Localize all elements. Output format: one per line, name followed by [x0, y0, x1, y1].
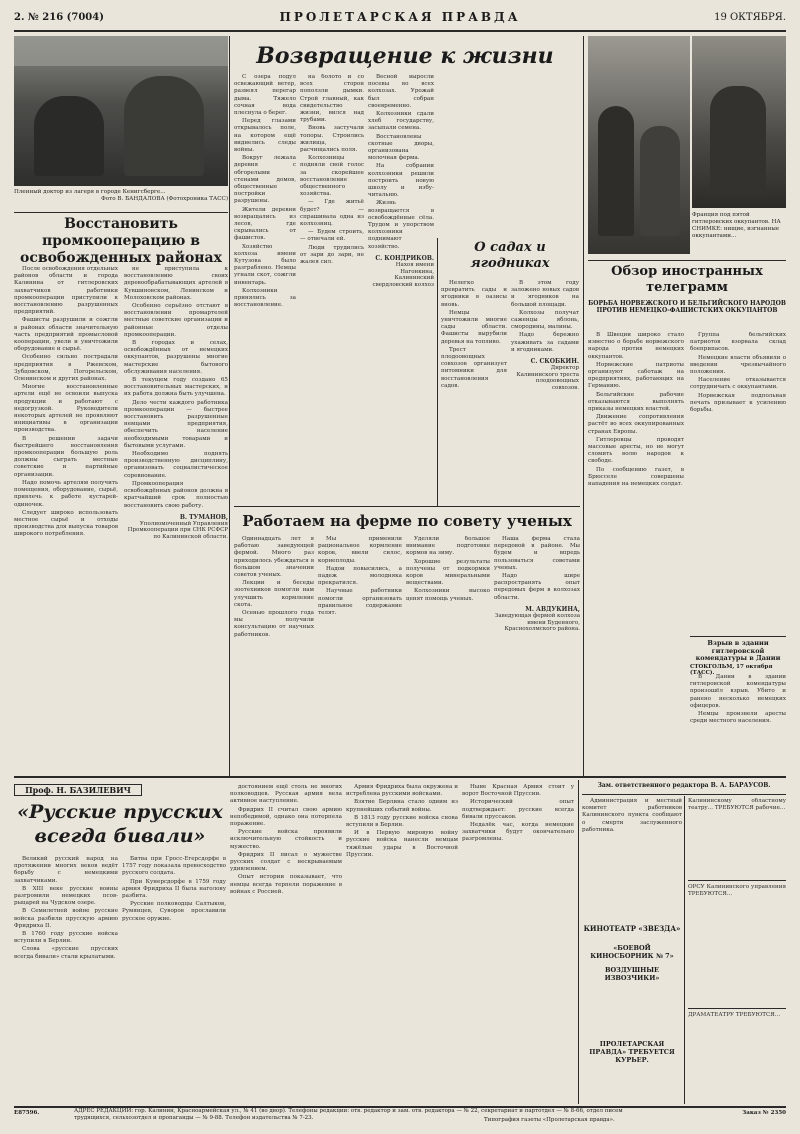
prussians-col-3: достоянием ещё столь не многих полководцев. Русская армия вела активное наступление. Фридрих II считал свою армию непобедимой, однако она потерпела поражение. Русские войска проявили исключительную стойкость и мужество. Фридрих II писал о мужестве русских солдат с нескрываемым удивлением. Опыт истории показывает, что немцы всегда терпели поражение в войнах с Россией.: [230, 784, 342, 895]
cooperation-col-1: После освобождения отдельных районов области и города Калинина от гитлеровских захватчиков работники промкооперации приступили к восстановлению разрушенных предприятий. Фашисты разрушили и сожгли в районах области значительную часть предприятий промысловой кооперации, увели и уничтожили оборудование и сырьё. Особенно сильно пострадали предприятия в Ржевском, Зубцовском, Погорельском, Оленинском и других районах. Многие восстановленные артели ещё не освоили выпуска продукции и работают с недогрузкой. Руководители некоторых артелей не проявляют инициативы в организации производства. В решении задачи быстрейшего восстановления промкооперации большую роль должны сыграть местные советские и партийные организации. Надо помочь артелям получить помещения, оборудование, сырьё, привлечь к работе кустарей-одиночек. Следует широко использовать местное сырьё и отходы производства для выпуска товаров широкого потребления.: [14, 266, 118, 538]
ad-1: Калининскому областному театру... ТРЕБУЮТСЯ рабочие...: [688, 798, 786, 812]
gardens-signature: С. СКОБКИН.: [530, 358, 579, 366]
life-col-1: С озера подул освежающий ветер, развеял перегар дыма. Тяжело сочная вода плеснула о берег. Перед глазами открывалось поле, на котором ещё виднелись следы войны. Вокруг лежала деревня с обгорелыми стенами домов, общественные постройки разрушены. Жители деревни возвращались из лесов, где скрывались от фашистов. Хозяйство колхоза имени Кутузова было разграблено. Немцы угнали скот, сожгли инвентарь. Колхозники принялись за восстановление.: [234, 74, 296, 309]
footer-order: Заказ № 2350: [742, 1110, 786, 1116]
photo-caption: [14, 189, 228, 203]
divider: [688, 1008, 786, 1009]
footer-printer: Типография газеты «Пролетарская правда».: [484, 1117, 615, 1123]
france-photo-caption: Франция под пятой гитлеровских оккупантов. НА СНИМКЕ: нищие, изгнанные оккупантами...: [692, 212, 781, 239]
divider: [14, 776, 786, 778]
ad-2: ОРСУ Калининского управления ТРЕБУЮТСЯ...: [688, 884, 786, 898]
prussians-col-5: Ныне Красная Армия стоит у ворот Восточной Пруссии. Исторический опыт подтверждает: русские всегда бивали пруссаков. Недалёк час, когда немецкие захватчики будут окончательно разгромлены.: [462, 784, 574, 843]
prussians-author: Проф. Н. БАЗИЛЕВИЧ: [14, 784, 142, 796]
prussians-col-4: Армия Фридриха была окружена и истреблена русскими войсками. Взятие Берлина стало одним из крупнейших событий войны. В 1813 году русские войска снова вступили в Берлин. И в Первую мировую войну русские войска нанесли немцам тяжёлые удары в Восточной Пруссии.: [346, 784, 458, 858]
farm-col-4: Наша ферма стала передовой в районе. Мы будем и впредь пользоваться советами ученых. Надо шире распространять опыт передовых ферм в колхозах области. М. АВДУКИНА, Заведующая фермой колхоза имени Буденного, Краснохолмского района.: [494, 536, 580, 633]
foreign-review-subtitle: БОРЬБА НОРВЕЖСКОГО И БЕЛЬГИЙСКОГО НАРОДОВ ПРОТИВ НЕМЕЦКО-ФАШИСТСКИХ ОККУПАНТОВ: [588, 300, 786, 314]
farm-signature: М. АВДУКИНА,: [525, 605, 580, 613]
photo-caption-text: Пленный доктор из лагеря в городе Кенигсберге...: [14, 189, 166, 195]
photo-credit: Фото В. БАНДАЛОВА (Фотохроника ТАСС): [101, 196, 228, 202]
divider: [234, 506, 580, 507]
life-signature-role: Нахоя имени Нагонкина, Калининский свердловский колхоз: [372, 262, 434, 288]
gardens-col-2: В этом году заложено новых садов и ягодников на большой площади. Колхозы получат саженцы яблонь, смородины, малины. Надо бережно ухаживать за садами и ягодниками. С. СКОБКИН. Директор Калининского треста плодоовощных совхозов.: [511, 280, 579, 391]
newspaper-title: ПРОЛЕТАРСКАЯ ПРАВДА: [279, 10, 521, 24]
cooperation-signature-role: Уполномоченный Управления Промкооперации при СНК РСФСР по Калининской области.: [127, 520, 228, 540]
front-photo-prisoners: [14, 36, 228, 186]
masthead-rule: [14, 30, 786, 32]
divider: [437, 238, 438, 506]
life-col-2: на болото и со всех сторон поползли дымки. Строй главный, как свидетельство жизни, вился над трубами. Вновь застучали топоры. Строились жилища, расчищались поля. Колхозницы подняли свой голос за скорейшее восстановление общественного хозяйства. — Где житьё будет? — спрашивала одна из колхозниц. — Будем строить, — отвечали ей. Люди трудились от зари до зари, не жалея сил.: [300, 74, 364, 266]
divider: [583, 36, 584, 776]
denmark-headline: Взрыв в здании гитлеровской комендатуры в Дании: [695, 639, 781, 662]
ad-air: ВОЗДУШНЫЕ ИЗВОЗЧИКИ»: [604, 966, 660, 982]
footer-code: Е87596.: [14, 1110, 40, 1116]
notice-1: Администрация и местный комитет работников Калининского пункта сообщают о смерти заслуженного работника.: [582, 798, 682, 833]
editor-line: Зам. ответственного редактора В. А. БАРАУСОВ.: [597, 782, 771, 789]
gardens-headline: О садах и ягодниках: [470, 240, 550, 271]
farm-col-3: Уделяли большое внимание подготовке кормов на зиму. Хорошие результаты получены от подкормки коров минеральными веществами. Колхозники высоко ценят помощь ученых.: [406, 536, 490, 602]
footer: [14, 1108, 786, 1126]
foreign-review-title: Обзор иностранных телеграмм: [611, 264, 763, 295]
life-headline: Возвращение к жизни: [256, 43, 554, 69]
france-photo: [588, 36, 690, 254]
prussians-headline: «Русские прусских всегда бивали»: [17, 801, 223, 847]
masthead: [14, 10, 786, 28]
ad-courier: ПРОЛЕТАРСКАЯ ПРАВДА» ТРЕБУЕТСЯ КУРЬЕР.: [589, 1040, 675, 1064]
denmark-dateline: СТОКГОЛЬМ, 17 октября (ТАСС).: [690, 664, 773, 676]
divider: [229, 36, 230, 776]
divider: [690, 636, 786, 637]
prussians-col-2: Битва при Гросс-Егерсдорфе в 1757 году показала превосходство русского солдата. При Кунерсдорфе в 1759 году армия Фридриха II была наголову разбита. Русские полководцы Салтыков, Румянцев, Суворов прославили русское оружие.: [122, 856, 226, 922]
footer-address: АДРЕС РЕДАКЦИИ: гор. Калинин, Красноармейская ул., № 41 (во двор). Телефоны редакции: отв. редактор и зам. отв. редактора — № 22, секретариат и партотдел — № 8-66, отдел писем трудящихся, сельхозотдел и пропаганды — № 9-88. Телефон издательства № 7-23.: [74, 1108, 623, 1121]
issue-date: 19 ОКТЯБРЯ.: [714, 12, 786, 23]
foreign-col-2: Группа бельгийских патриотов взорвала склад боеприпасов. Немецкие власти объявили о введении чрезвычайного положения. Население отказывается сотрудничать с оккупантами. Норвежская подпольная печать призывает к усилению борьбы.: [690, 332, 786, 414]
ad-3: ДРАМАТЕАТРУ ТРЕБУЮТСЯ...: [688, 1012, 781, 1018]
issue-number: 2. № 216 (7004): [14, 12, 104, 23]
farm-signature-role: Заведующая фермой колхоза имени Буденного, Краснохолмского района.: [494, 613, 580, 633]
denmark-text: В Дании в здании гитлеровской комендатуры произошёл взрыв. Убито и ранено несколько немецких офицеров. Немцы произвели аресты среди местного населения.: [690, 674, 786, 725]
france-photo-2: [692, 36, 786, 208]
divider: [578, 780, 579, 1104]
divider: [588, 260, 786, 261]
gardens-col-1: Нелегко превратить сады и ягодники в оазисы вновь. Немцы уничтожили многие сады области. Фашисты вырубили деревья на топливо. Трест плодоовощных совхозов организует питомники для восстановления садов.: [441, 280, 507, 389]
cooperation-col-2: не приступила к восстановлению своих деревообрабатывающих артелей в Кувшиновском, Ленинском и Молоховском районах. Особенно серьёзно отстают в восстановлении промартелей местные советские организации и районные отделы промкооперации. В городах и селах, освобождённых от немецких оккупантов, разрушены многие мастерские бытового обслуживания населения. В текущем году создано 65 восстановительных мастерских, и их работа должна быть улучшена. Дело чести каждого работника промкооперации — быстрее восстановить разрушенные немцами предприятия, обеспечить население необходимыми товарами и бытовыми услугами. Необходимо поднять производственную дисциплину, организовать социалистическое соревнование. Промкооперация освобождённых районов должна в кратчайший срок полностью восстановить свою работу. В. ТУМАНОВ, Уполномоченный Управления Промкооперации при СНК РСФСР по Калининской области.: [124, 266, 228, 540]
gardens-signature-role: Директор Калининского треста плодоовощных совхозов.: [516, 365, 579, 391]
farm-col-2: Мы применили рациональное кормление коров, ввели силос, корнеплоды. Надои повысились, а падеж молодняка прекратился. Научные работники помогли организовать правильное содержание телят.: [318, 536, 402, 617]
farm-col-1: Одиннадцать лет я работаю заведующей фермой. Много раз приходилось убеждаться в большом значении советов ученых. Лекции и беседы зоотехников помогли нам улучшить кормление скота. Осенью прошлого года мы получили консультацию от научных работников.: [234, 536, 314, 638]
farm-headline: Работаем на ферме по совету ученых: [242, 512, 572, 530]
prussians-col-1: Великий русский народ на протяжении многих веков ведёт борьбу с немецкими захватчиками. В XIII веке русские воины разгромили немецких псов-рыцарей на Чудском озере. В Семилетней войне русские войска разбили прусскую армию Фридриха II. В 1760 году русские войска вступили в Берлин. Слова «русские прусских всегда бивали» стали крылатыми.: [14, 856, 118, 960]
cooperation-headline: Восстановить промкооперацию в освобожденных районах: [20, 216, 222, 266]
divider: [14, 212, 228, 213]
cinema-film: «БОЕВОЙ КИНОСБОРНИК № 7»: [590, 944, 674, 960]
divider: [582, 794, 786, 795]
divider: [688, 880, 786, 881]
cooperation-signature: В. ТУМАНОВ,: [179, 513, 228, 521]
foreign-col-1: В Швеции широко стало известно о борьбе норвежского народа против немецких оккупантов. Норвежские патриоты организуют саботаж на предприятиях, работающих на Германию. Бельгийские рабочие отказываются выполнять приказы немецких властей. Движение сопротивления растёт во всех оккупированных странах Европы. Гитлеровцы проводят массовые аресты, но не могут сломить волю народов к свободе. По сообщению газет, в Брюсселе совершены нападения на немецких солдат.: [588, 332, 684, 488]
divider: [684, 796, 685, 1104]
cinema-name: КИНОТЕАТР «ЗВЕЗДА»: [583, 924, 681, 933]
life-col-3: Весной выросли посевы во всех колхозах. Урожай был собран своевременно. Колхозники сдали хлеб государству, засыпали семена. Восстановлены скотные дворы, организована молочная ферма. На собрании колхозники решили построить новую школу и избу-читальню. Жизнь возвращается в освобождённые сёла. Трудом и упорством колхозники поднимают хозяйство. С. КОНДРИКОВ. Нахоя имени Нагонкина, Калининский свердловский колхоз: [368, 74, 434, 288]
life-signature: С. КОНДРИКОВ.: [375, 254, 434, 262]
